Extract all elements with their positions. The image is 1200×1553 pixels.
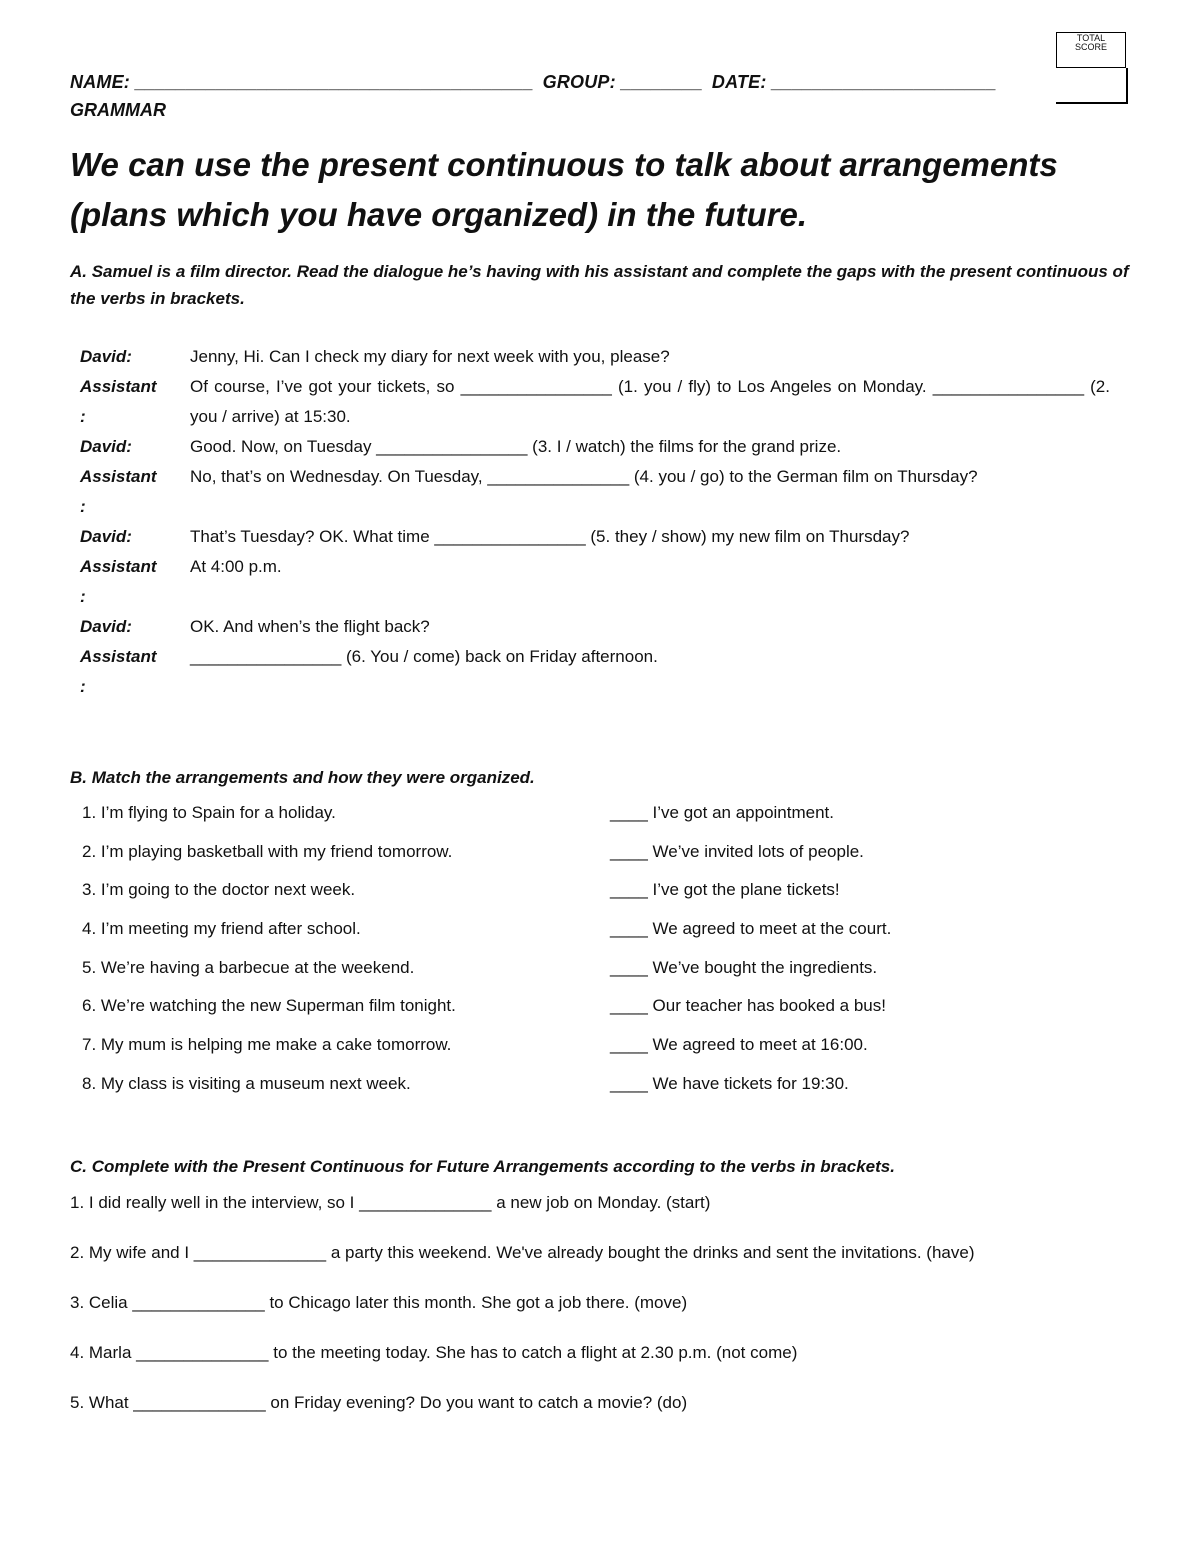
speaker-label: Assistant : [80,557,157,606]
dialogue [80,342,1110,702]
match-row [82,880,982,919]
dialogue-row [80,642,1110,702]
dialogue-row [80,612,1110,642]
speaker-label: David: [80,617,132,636]
speaker-label: David: [80,527,132,546]
speaker-label: Assistant : [80,647,157,696]
speaker-label: Assistant : [80,467,157,516]
match-blank-item[interactable]: ____ I’ve got an appointment. [610,803,834,822]
dialogue-row [80,342,1110,372]
completion-item[interactable]: 2. My wife and I ______________ a party this weekend. We've already bought the drinks and sent the invitations. (have) [70,1243,975,1262]
arrangement-item: 5. We’re having a barbecue at the weekend. [82,957,415,977]
arrangement-item: 3. I’m going to the doctor next week. [82,880,356,900]
dialogue-line[interactable]: Of course, I’ve got your tickets, so ________________ (1. you / fly) to Los Angeles on Monday. ________________ (2. you / arrive) at 15:30. [190,377,1110,426]
speaker-label: David: [80,437,132,456]
matching-exercise [82,803,982,1113]
match-blank-item[interactable]: ____ I’ve got the plane tickets! [610,880,840,900]
dialogue-line: At 4:00 p.m. [190,557,282,576]
score-box-right-border [1126,68,1128,104]
dialogue-line[interactable]: ________________ (6. You / come) back on Friday afternoon. [190,647,658,666]
completion-item[interactable]: 3. Celia ______________ to Chicago later this month. She got a job there. (move) [70,1293,688,1312]
dialogue-line: OK. And when’s the flight back? [190,617,430,636]
completion-item[interactable]: 5. What ______________ on Friday evening? Do you want to catch a movie? (do) [70,1393,688,1412]
dialogue-row [80,522,1110,552]
arrangement-item: 6. We’re watching the new Superman film tonight. [82,996,456,1016]
dialogue-row [80,432,1110,462]
completion-exercise [70,1193,1150,1443]
match-blank-item[interactable]: ____ We agreed to meet at the court. [610,919,892,939]
score-box-bottom-border [1056,102,1128,104]
match-row [82,919,982,958]
dialogue-row [80,462,1110,522]
arrangement-item: 4. I’m meeting my friend after school. [82,919,361,939]
total-score-label-line1: TOTAL [1076,33,1106,43]
match-row [82,958,982,997]
dialogue-line[interactable]: That’s Tuesday? OK. What time ________________ (5. they / show) my new film on Thursday? [190,527,910,546]
completion-item[interactable]: 1. I did really well in the interview, so I ______________ a new job on Monday. (start) [70,1193,711,1212]
student-info-line [70,72,1000,93]
match-row [82,1035,982,1074]
match-row [82,1074,982,1113]
match-blank-item[interactable]: ____ We’ve invited lots of people. [610,841,864,861]
subject-label: GRAMMAR [70,100,166,120]
dialogue-row [80,552,1110,612]
speaker-label: Assistant : [80,377,157,426]
match-blank-item[interactable]: ____ We have tickets for 19:30. [610,1073,849,1093]
match-row [82,803,982,842]
dialogue-line[interactable]: No, that’s on Wednesday. On Tuesday, _______________ (4. you / go) to the German film on Thursday? [190,467,978,486]
total-score-label [1056,32,1126,68]
page-title: We can use the present continuous to talk about arrangements (plans which you have organized) in the future. [70,146,1058,233]
section-a-instruction: A. Samuel is a film director. Read the dialogue he’s having with his assistant and complete the gaps with the present continuous of the verbs in brackets. [70,262,1129,308]
match-row [82,996,982,1035]
speaker-label: David: [80,347,132,366]
match-blank-item[interactable]: ____ Our teacher has booked a bus! [610,996,886,1016]
match-row [82,842,982,881]
match-blank-item[interactable]: ____ We’ve bought the ingredients. [610,957,878,977]
dialogue-line[interactable]: Jenny, Hi. Can I check my diary for next week with you, please? [190,347,670,366]
section-c-instruction: C. Complete with the Present Continuous for Future Arrangements according to the verbs in brackets. [70,1157,895,1176]
group-field[interactable]: GROUP: ________ [542,72,703,92]
arrangement-item: 7. My mum is helping me make a cake tomorrow. [82,1035,452,1055]
name-field[interactable]: NAME: _______________________________________ [70,72,534,92]
match-blank-item[interactable]: ____ We agreed to meet at 16:00. [610,1035,868,1055]
total-score-box[interactable] [1056,32,1127,104]
dialogue-line[interactable]: Good. Now, on Tuesday ________________ (3. I / watch) the films for the grand prize. [190,437,842,456]
completion-item[interactable]: 4. Marla ______________ to the meeting today. She has to catch a flight at 2.30 p.m. (not come) [70,1343,798,1362]
arrangement-item: 2. I’m playing basketball with my friend tomorrow. [82,841,453,861]
total-score-label-line2: SCORE [1074,42,1107,52]
dialogue-row [80,372,1110,432]
arrangement-item: 1. I’m flying to Spain for a holiday. [82,803,336,822]
date-field[interactable]: DATE: ______________________ [711,72,997,92]
section-b-instruction: B. Match the arrangements and how they were organized. [70,768,535,787]
arrangement-item: 8. My class is visiting a museum next week. [82,1073,411,1093]
